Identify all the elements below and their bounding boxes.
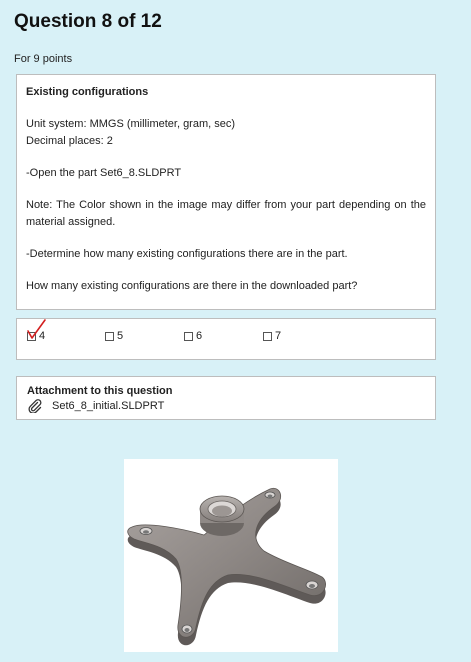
question-prompt: How many existing configurations are there in the downloaded part? [26, 280, 358, 292]
question-panel [16, 74, 436, 310]
question-heading: Existing configurations [26, 86, 149, 98]
answer-option-label: 6 [196, 330, 203, 342]
part-image [124, 459, 338, 652]
attachment-link[interactable] [27, 399, 425, 413]
checkmark-icon [25, 317, 49, 343]
checkbox[interactable] [184, 332, 193, 341]
part-render [124, 459, 338, 652]
question-title: Question 8 of 12 [14, 11, 162, 32]
attachment-file-name: Set6_8_initial.SLDPRT [52, 400, 165, 412]
unit-system-text: Unit system: MMGS (millimeter, gram, sec) [26, 118, 236, 130]
answer-option-label: 7 [275, 330, 282, 342]
answer-options [16, 318, 436, 360]
answer-option-label: 5 [117, 330, 124, 342]
answer-option-6[interactable] [184, 329, 202, 343]
checkbox[interactable] [105, 332, 114, 341]
checkbox[interactable] [263, 332, 272, 341]
answer-option-5[interactable] [105, 329, 123, 343]
decimal-places-text: Decimal places: 2 [26, 135, 113, 147]
answer-option-7[interactable] [263, 329, 281, 343]
points-label: For 9 points [14, 53, 73, 65]
note-text: Note: The Color shown in the image may differ from your part depending on the material assigned. [26, 199, 426, 228]
attachment-heading: Attachment to this question [27, 385, 173, 397]
attachment-panel [16, 376, 436, 420]
answer-option-label: 4 [39, 330, 46, 342]
determine-text: -Determine how many existing configurations there are in the part. [26, 248, 348, 260]
open-part-text: -Open the part Set6_8.SLDPRT [26, 167, 182, 179]
paperclip-icon [28, 399, 42, 413]
